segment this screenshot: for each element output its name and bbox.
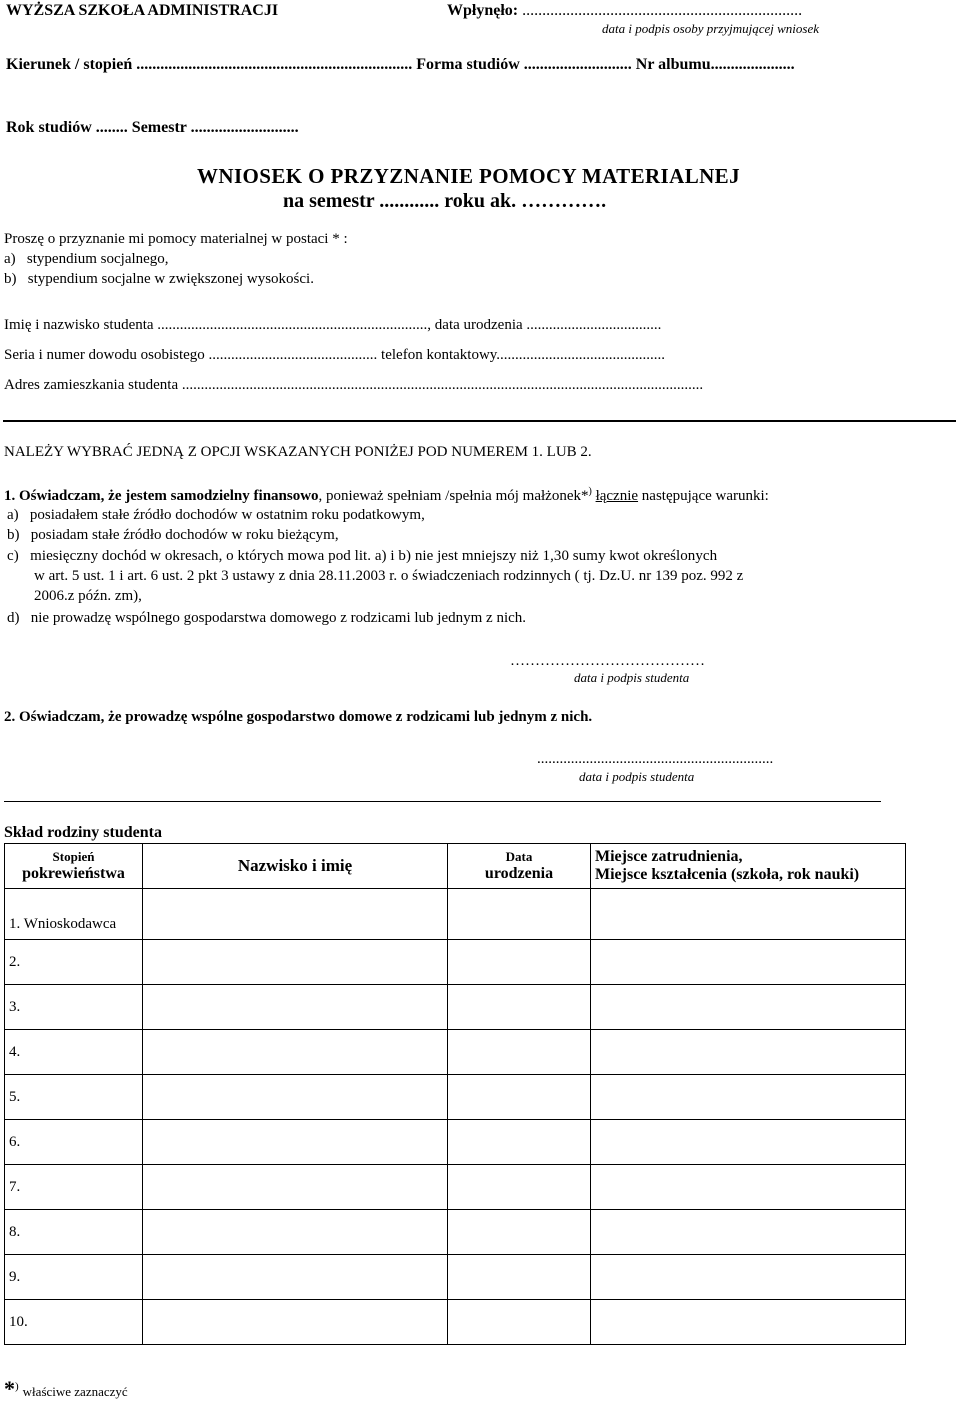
workplace-cell[interactable] (591, 940, 906, 985)
form-title: WNIOSEK O PRZYZNANIE POMOCY MATERIALNEJ (197, 164, 740, 188)
header-workplace: Miejsce zatrudnienia, Miejsce kształcenia (szkoła, rok nauki) (591, 844, 906, 889)
table-row[interactable] (5, 1255, 906, 1300)
workplace-cell[interactable] (591, 985, 906, 1030)
condition-b: b) posiadam stałe źródło dochodów w roku bieżącym, (7, 527, 339, 543)
field-of-study-line[interactable]: Kierunek / stopień ..................................................................... Forma studiów ........................... Nr albumu..................... (6, 56, 795, 73)
option-1-underlined: łącznie (595, 488, 639, 504)
option-2-signature-caption: data i podpis studenta (579, 769, 695, 784)
option-1-signature-caption: data i podpis studenta (574, 670, 690, 685)
name-cell[interactable] (143, 1255, 448, 1300)
school-name: WYŻSZA SZKOŁA ADMINISTRACJI (6, 2, 279, 19)
student-name-line[interactable]: Imię i nazwisko studenta ........................................................................, data urodzenia .................................... (4, 317, 662, 333)
footnote (4, 1376, 128, 1402)
birth-date-cell[interactable] (448, 1030, 591, 1075)
option-1-bold: 1. Oświadczam, że jestem samodzielny finansowo (4, 488, 319, 504)
name-cell[interactable] (143, 940, 448, 985)
option-2-signature-dots[interactable]: ............................................................... (537, 751, 774, 767)
name-cell[interactable] (143, 1210, 448, 1255)
row-label: 10. (5, 1300, 143, 1345)
row-label: 9. (5, 1255, 143, 1300)
header-relationship: Stopień pokrewieństwa (5, 844, 143, 889)
name-cell[interactable] (143, 1165, 448, 1210)
table-row[interactable] (5, 1075, 906, 1120)
birth-date-cell[interactable] (448, 985, 591, 1030)
birth-date-cell[interactable] (448, 1075, 591, 1120)
table-row[interactable] (5, 1300, 906, 1345)
header-name: Nazwisko i imię (143, 844, 448, 889)
row-label: 6. (5, 1120, 143, 1165)
condition-d: d) nie prowadzę wspólnego gospodarstwa domowego z rodzicami lub jednym z nich. (7, 610, 527, 626)
birth-date-cell[interactable] (448, 1255, 591, 1300)
condition-c-line2: w art. 5 ust. 1 i art. 6 ust. 2 pkt 3 ustawy z dnia 28.11.2003 r. o świadczeniach rodzinnych ( tj. Dz.U. nr 139 poz. 992 z (34, 568, 744, 584)
name-cell[interactable] (143, 1120, 448, 1165)
name-cell[interactable] (143, 1300, 448, 1345)
name-cell[interactable] (143, 1030, 448, 1075)
row-label: 8. (5, 1210, 143, 1255)
name-cell[interactable] (143, 985, 448, 1030)
birth-date-cell[interactable] (448, 940, 591, 985)
received-label: Wpłynęło: (447, 2, 519, 19)
footnote-text: właściwe zaznaczyć (22, 1384, 128, 1399)
family-table-header (5, 844, 906, 889)
table-row[interactable] (5, 889, 906, 940)
header-birth-date: Data urodzenia (448, 844, 591, 889)
student-address-line[interactable]: Adres zamieszkania studenta ........................................................................................................................................... (4, 377, 704, 393)
workplace-cell[interactable] (591, 889, 906, 940)
name-cell[interactable] (143, 889, 448, 940)
row-label: 7. (5, 1165, 143, 1210)
option-1-statement[interactable] (4, 486, 769, 505)
choose-option-note: NALEŻY WYBRAĆ JEDNĄ Z OPCJI WSKAZANYCH PONIŻEJ POD NUMEREM 1. LUB 2. (4, 444, 592, 460)
row-label: 1. Wnioskodawca (5, 889, 143, 940)
condition-c-line3: 2006.z późn. zm), (34, 588, 142, 604)
received-field[interactable] (447, 2, 802, 20)
received-caption: data i podpis osoby przyjmującej wniosek (602, 21, 820, 36)
table-row[interactable] (5, 1210, 906, 1255)
workplace-cell[interactable] (591, 1210, 906, 1255)
semester-line[interactable]: na semestr ............ roku ak. …………. (283, 190, 607, 212)
footnote-star: * (4, 1376, 15, 1401)
name-cell[interactable] (143, 1075, 448, 1120)
received-dots: ...................................................................... (522, 2, 803, 19)
row-label: 3. (5, 985, 143, 1030)
row-label: 4. (5, 1030, 143, 1075)
table-row[interactable] (5, 985, 906, 1030)
student-id-line[interactable]: Seria i numer dowodu osobistego ............................................. telefon kontaktowy............................................. (4, 347, 666, 363)
family-table (4, 843, 906, 1345)
table-row[interactable] (5, 940, 906, 985)
birth-date-cell[interactable] (448, 1120, 591, 1165)
option-1-sup: ) (588, 486, 592, 497)
birth-date-cell[interactable] (448, 1300, 591, 1345)
workplace-cell[interactable] (591, 1165, 906, 1210)
divider-line (4, 801, 881, 802)
table-row[interactable] (5, 1165, 906, 1210)
year-semester-line[interactable]: Rok studiów ........ Semestr ........................... (6, 119, 299, 136)
workplace-cell[interactable] (591, 1075, 906, 1120)
row-label: 2. (5, 940, 143, 985)
option-1-rest: , ponieważ spełniam /spełnia mój małżonek* (318, 488, 589, 504)
option-increased-scholarship[interactable]: b) stypendium socjalne w zwiększonej wysokości. (4, 271, 314, 287)
section-divider (3, 420, 956, 422)
family-section-title: Skład rodziny studenta (4, 824, 162, 841)
request-intro: Proszę o przyznanie mi pomocy materialnej w postaci * : (4, 231, 348, 247)
table-row[interactable] (5, 1120, 906, 1165)
workplace-cell[interactable] (591, 1120, 906, 1165)
condition-c-line1: c) miesięczny dochód w okresach, o których mowa pod lit. a) i b) nie jest mniejszy niż 1,30 sumy kwot określonych (7, 548, 718, 564)
birth-date-cell[interactable] (448, 1210, 591, 1255)
condition-a: a) posiadałem stałe źródło dochodów w ostatnim roku podatkowym, (7, 507, 425, 523)
birth-date-cell[interactable] (448, 889, 591, 940)
option-social-scholarship[interactable]: a) stypendium socjalnego, (4, 251, 169, 267)
workplace-cell[interactable] (591, 1030, 906, 1075)
option-1-signature-dots[interactable]: ………………………………… (510, 653, 705, 669)
footnote-sup: ) (15, 1380, 19, 1393)
row-label: 5. (5, 1075, 143, 1120)
birth-date-cell[interactable] (448, 1165, 591, 1210)
table-row[interactable] (5, 1030, 906, 1075)
option-1-tail: następujące warunki: (641, 488, 769, 504)
option-2-statement[interactable]: 2. Oświadczam, że prowadzę wspólne gospodarstwo domowe z rodzicami lub jednym z nich. (4, 709, 593, 725)
workplace-cell[interactable] (591, 1255, 906, 1300)
workplace-cell[interactable] (591, 1300, 906, 1345)
